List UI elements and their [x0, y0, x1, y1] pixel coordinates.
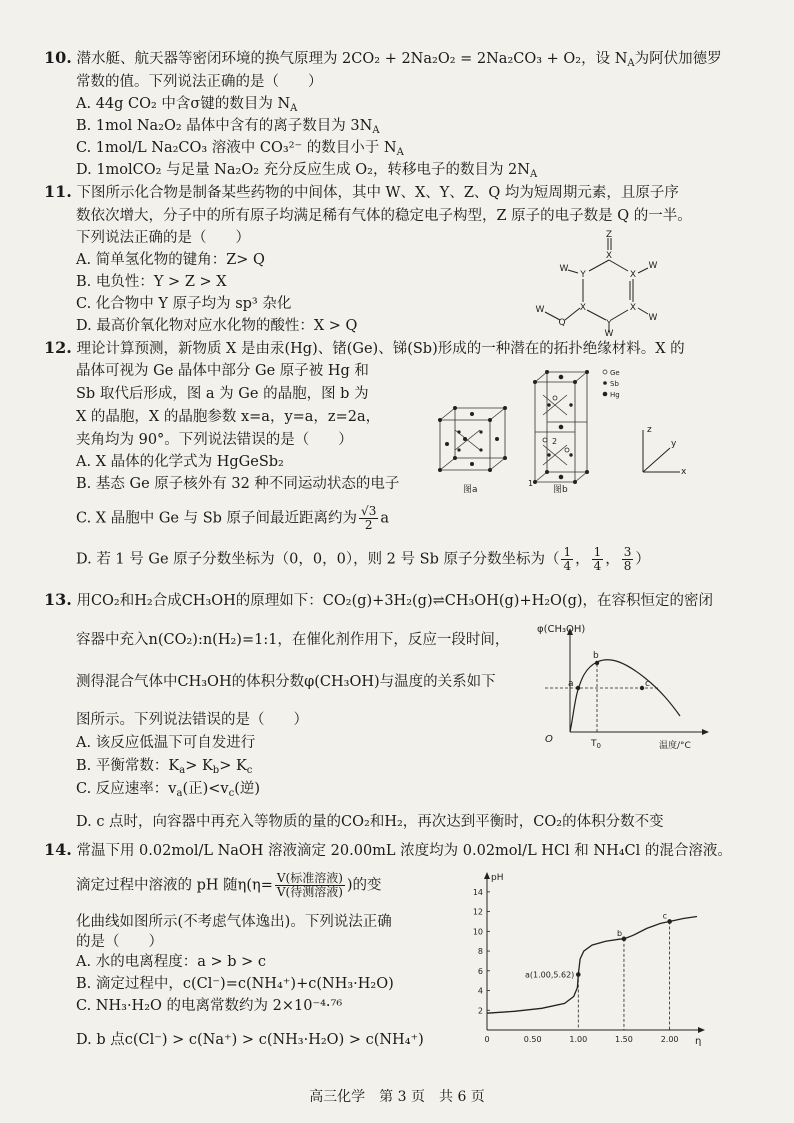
q12-c-fraction — [359, 505, 378, 532]
q10-stem-text1c: 为阿伏加德罗 — [634, 51, 722, 67]
axis-x-label: x — [681, 467, 687, 477]
ph-y-tick-label: 12 — [472, 907, 483, 917]
legend-ge: Ge — [610, 369, 620, 377]
q14-option-c: C. NH₃·H₂O 的电离常数约为 2×10⁻⁴·⁷⁶ — [76, 998, 343, 1014]
ph-y-tick-label: 10 — [472, 927, 483, 937]
q12-d-tail: ） — [635, 551, 650, 568]
q11-option-c: C. 化合物中 Y 原子均为 sp³ 杂化 — [76, 296, 292, 312]
q12-option-b: B. 基态 Ge 原子核外有 32 种不同运动状态的电子 — [76, 476, 400, 492]
ph-point — [667, 919, 672, 924]
q11-option-a: A. 简单氢化物的键角：Z> Q — [76, 252, 265, 268]
axis-y-label: y — [671, 439, 677, 449]
q14-option-a: A. 水的电离程度：a > b > c — [76, 954, 266, 970]
ph-y-tick-label: 8 — [477, 947, 483, 957]
q13-c-sub-a: a — [176, 788, 183, 799]
atom-z: Z — [605, 230, 613, 240]
frac3-n: 3 — [623, 545, 632, 559]
atom-q: Q — [558, 318, 566, 328]
ph-chart-points — [576, 919, 672, 977]
q10-c-sub: A — [396, 147, 404, 158]
q12-crystal-figures — [425, 360, 705, 500]
q13-option-d: D. c 点时，向容器中再充入等物质的量的CO₂和H₂，再次达到平衡时，CO₂的体积分数不变 — [76, 814, 664, 830]
q11-stem-line1 — [44, 182, 679, 203]
atom-w-left: W — [559, 264, 569, 274]
q12-number: 12. — [44, 338, 72, 357]
ph-y-tick-label: 6 — [477, 966, 483, 976]
q10-b-sub: A — [372, 125, 380, 136]
q12-option-a: A. X 晶体的化学式为 HgGeSb₂ — [76, 454, 284, 470]
atom-w-q: W — [535, 305, 545, 315]
ph-x-tick-label: 1.00 — [569, 1035, 588, 1044]
q13-number: 13. — [44, 590, 72, 609]
q14-frac-num: V(标准溶液) — [276, 871, 343, 885]
point-1: 1 — [528, 479, 534, 488]
q13-stem-text1: 用CO₂和H₂合成CH₃OH的原理如下：CO₂(g)+3H₂(g)⇌CH₃OH(g)+H₂O(g)，在容积恒定的密闭 — [76, 593, 714, 609]
q12-c-frac-num: √3 — [361, 504, 377, 518]
q10-stem-line2: 常数的值。下列说法正确的是（ ） — [76, 74, 323, 90]
ph-y-arrow — [484, 872, 490, 879]
frac1-n: 1 — [563, 545, 572, 559]
q13-t0: $T_0$ — [591, 739, 601, 750]
q13-c-text: C. 反应速率：v — [76, 781, 177, 797]
q11-number: 11. — [44, 182, 72, 201]
q14-stem2b: )的变 — [346, 877, 382, 894]
q10-a-sub: A — [290, 103, 298, 114]
atom-x-br: X — [629, 303, 637, 313]
frac2-n: 1 — [593, 545, 602, 559]
atom-x-bl: X — [579, 303, 587, 313]
q13-point-b: b — [593, 651, 599, 661]
q12-c-frac-den: 2 — [364, 518, 373, 532]
frac1-d: 4 — [563, 559, 572, 573]
ph-x-tick-label: 1.50 — [615, 1035, 633, 1044]
axis-triad — [643, 430, 680, 472]
q14-number: 14. — [44, 840, 72, 859]
q12-stem-line4: X 的晶胞，X 的晶胞参数 x=a，y=a，z=2a， — [76, 409, 381, 425]
q13-option-a: A. 该反应低温下可自发进行 — [76, 735, 256, 751]
ph-x-tick-label: 0.50 — [523, 1035, 542, 1044]
ph-y-tick-label: 4 — [477, 986, 483, 996]
q10-d-text: D. 1molCO₂ 与足量 Na₂O₂ 充分反应生成 O₂，转移电子的数目为 2N — [76, 162, 530, 178]
q10-b-text: B. 1mol Na₂O₂ 晶体中含有的离子数目为 3N — [76, 118, 373, 134]
q13-b-sub-a: a — [179, 765, 186, 776]
atom-y-left: Y — [580, 270, 586, 280]
legend-sb: Sb — [610, 380, 619, 388]
q14-option-b: B. 滴定过程中，c(Cl⁻)=c(NH₄⁺)+c(NH₃·H₂O) — [76, 976, 394, 992]
ph-point — [576, 972, 581, 977]
q11-stem-line2: 数依次增大，分子中的所有原子均满足稀有气体的稳定电子构型，Z 原子的电子数是 Q 的一半。 — [76, 208, 692, 224]
q13-b-sub-c: c — [246, 765, 253, 776]
frac3-d: 8 — [623, 559, 632, 573]
q12-c-text: C. X 晶胞中 Ge 与 Sb 原子间最近距离约为 — [76, 510, 358, 527]
q13-y-label: φ(CH₃OH) — [537, 624, 586, 635]
atom-x-right: X — [629, 270, 637, 280]
q12-option-d: D. 若 1 号 Ge 原子分数坐标为（0，0，0），则 2 号 Sb 原子分数坐标为（ $\frac{1}{4}$ ， $\frac{1}{4}$ ， $\frac{3}{8}$ ） — [76, 545, 650, 573]
q10-stem-line1 — [44, 48, 722, 74]
ph-point — [622, 937, 627, 942]
q14-stem-line3: 化曲线如图所示(不考虑气体逸出)。下列说法正确 — [76, 914, 392, 930]
fig-a-label: 图a — [463, 485, 478, 495]
q12-d-frac3 — [622, 546, 634, 573]
q12-d-text: D. 若 1 号 Ge 原子分数坐标为（0，0，0），则 2 号 Sb 原子分数坐标为（ — [76, 551, 560, 568]
q12-c-tail: a — [380, 510, 389, 527]
frac2-d: 4 — [593, 559, 602, 573]
ph-curve-series — [487, 917, 697, 1014]
q12-d-frac2 — [592, 546, 604, 573]
q14-ph-chart — [465, 870, 705, 1055]
q12-option-c — [76, 505, 389, 532]
legend-hg: Hg — [610, 391, 620, 399]
q13-stem-line4: 图所示。下列说法错误的是（ ） — [76, 712, 308, 728]
q14-stem-line4: 的是（ ） — [76, 934, 163, 950]
ph-x-arrow — [698, 1027, 705, 1033]
q12-stem-line3: Sb 取代后形成，图 a 为 Ge 的晶胞，图 b 为 — [76, 386, 369, 402]
q13-point-c: c — [645, 679, 650, 689]
q10-c-text: C. 1mol/L Na₂CO₃ 溶液中 CO₃²⁻ 的数目小于 N — [76, 140, 397, 156]
q10-stem-text1: 潜水艇、航天器等密闭环境的换气原理为 2CO₂ + 2Na₂O₂ = 2Na₂CO₃ + O₂，设 N — [76, 51, 628, 67]
atom-y-bottom: Y — [606, 319, 612, 329]
q14-eta-fraction — [275, 872, 345, 899]
ph-chart-axes — [484, 872, 705, 1033]
ph-x-tick-label: 2.00 — [660, 1035, 679, 1044]
q11-option-b: B. 电负性：Y > Z > X — [76, 274, 227, 290]
q12-stem-text1: 理论计算预测，新物质 X 是由汞(Hg)、锗(Ge)、锑(Sb)形成的一种潜在的拓扑绝缘材料。X 的 — [76, 341, 685, 357]
q13-b-text: B. 平衡常数：K — [76, 758, 180, 774]
q13-stem-line1 — [44, 590, 713, 611]
q13-option-b: B. 平衡常数：$K_a> K_b> K_c$ — [76, 758, 253, 776]
legend — [603, 369, 620, 399]
q10-number: 10. — [44, 48, 72, 67]
q13-stem-line2: 容器中充入n(CO₂):n(H₂)=1:1，在催化剂作用下，反应一段时间， — [76, 632, 510, 648]
fig-b-label: 图b — [553, 485, 568, 495]
q10-d-sub: A — [529, 169, 538, 180]
ph-x-label: η — [695, 1036, 702, 1047]
q12-stem-line5: 夹角均为 90°。下列说法错误的是（ ） — [76, 432, 353, 448]
q13-origin: O — [545, 734, 553, 745]
ph-point-label: c — [662, 911, 668, 921]
atom-w-bottom: W — [604, 329, 614, 338]
q14-stem2a: 滴定过程中溶液的 pH 随 — [76, 877, 238, 894]
q14-eta: η(η= — [237, 877, 273, 894]
q13-point-a: a — [568, 679, 574, 689]
ph-y-tick-label: 14 — [472, 887, 483, 897]
ph-chart-labels — [473, 873, 702, 1047]
atom-x-top: X — [605, 251, 613, 261]
q11-structure-diagram — [520, 228, 670, 338]
ph-y-label: pH — [491, 873, 504, 883]
ph-point-label: a(1.00,5.62) — [524, 970, 575, 980]
q13-b-sub-b: b — [212, 765, 220, 776]
q13-option-c: C. 反应速率：$v_a$(正)$<v_c$(逆) — [76, 781, 261, 799]
q14-option-d: D. b 点c(Cl⁻) > c(Na⁺) > c(NH₃·H₂O) > c(NH₄⁺) — [76, 1032, 424, 1048]
ph-y-tick-label: 2 — [477, 1006, 483, 1016]
q13-c-sub-c: c — [228, 788, 235, 799]
q14-stem-line1 — [44, 840, 732, 861]
page-footer: 高三化学 第 3 页 共 6 页 — [309, 1089, 485, 1105]
q12-d-frac1 — [561, 546, 573, 573]
q12-stem-line2: 晶体可视为 Ge 晶体中部分 Ge 原子被 Hg 和 — [76, 363, 369, 379]
q11-stem-line3: 下列说法正确的是（ ） — [76, 230, 250, 246]
q10-a-text: A. 44g CO₂ 中含σ键的数目为 N — [76, 96, 291, 112]
q10-sub-a: A — [627, 58, 635, 69]
q13-graph — [535, 620, 715, 752]
q12-stem-line1 — [44, 338, 685, 359]
point-2: 2 — [552, 437, 558, 446]
q14-stem-line2 — [76, 872, 382, 899]
q11-stem-text1: 下图所示化合物是制备某些药物的中间体，其中 W、X、Y、Z、Q 均为短周期元素，且原子序 — [76, 185, 679, 201]
atom-w-right: W — [648, 261, 658, 271]
q14-frac-den: V(待测溶液) — [276, 885, 343, 899]
ph-x-tick-label: 0 — [484, 1035, 490, 1044]
q11-option-d: D. 最高价氧化物对应水化物的酸性：X > Q — [76, 318, 358, 334]
ph-point-label: b — [616, 928, 623, 938]
axis-z-label: z — [647, 425, 652, 435]
q14-stem-text1: 常温下用 0.02mol/L NaOH 溶液滴定 20.00mL 浓度均为 0.02mol/L HCl 和 NH₄Cl 的混合溶液。 — [76, 843, 732, 859]
q13-x-label: 温度/°C — [659, 741, 691, 751]
q13-stem-line3: 测得混合气体中CH₃OH的体积分数φ(CH₃OH)与温度的关系如下 — [76, 674, 496, 690]
atom-w-br: W — [648, 313, 658, 323]
